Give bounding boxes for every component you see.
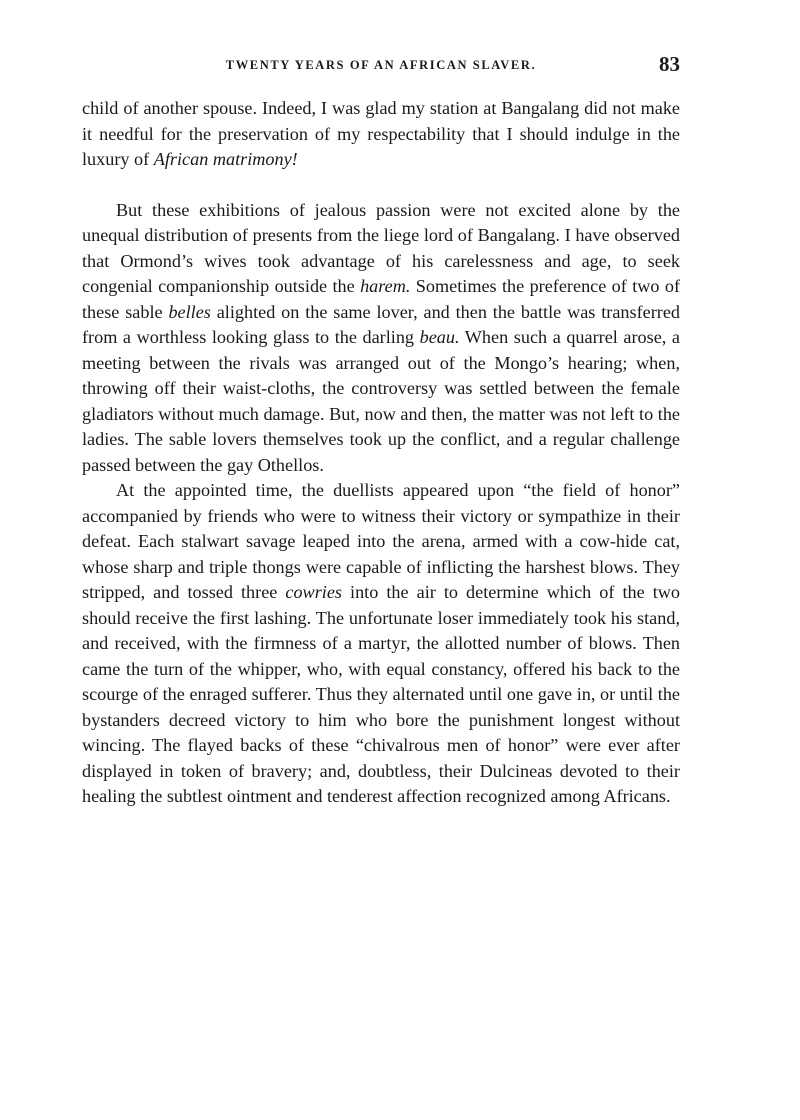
paragraph-2-text-c: alighted on the same lover, and then the battle was transferred from a worthless looking glass to the darling xyxy=(82,301,680,347)
paragraph-3-text-a: At the appointed time, the duellists appeared upon “the field of honor” accompanied by friends who were to witness their victory or sympathize in their defeat. Each stalwart savage leaped into the arena, armed with a cow-hide cat, whose sharp and triple thongs were capable of inflicting the harshest blows. They stripped, and tossed three xyxy=(82,480,680,602)
paragraph-3-italic-cowries: cowries xyxy=(285,582,342,602)
paragraph-2-italic-beau: beau. xyxy=(419,327,460,347)
paragraph-1 xyxy=(82,96,680,173)
paragraph-2-text-b: Sometimes the preference of two of these sable xyxy=(82,276,680,322)
paragraph-2 xyxy=(82,198,680,479)
running-title: TWENTY YEARS OF AN AFRICAN SLAVER. xyxy=(225,58,537,72)
body-text xyxy=(82,96,680,810)
paragraph-3-text-b: into the air to determine which of the two should receive the first lashing. The unfortunate loser immediately took his stand, and received, with the firmness of a martyr, the allotted number of blows. Then came the turn of the whipper, who, with equal constancy, offered his back to the scourge of the enraged sufferer. Thus they alternated until one gave in, or until the bystanders decreed victory to him who bore the punishment longest without wincing. The flayed backs of these “chivalrous men of honor” were ever after displayed in token of bravery; and, doubtless, their Dulcineas devoted to their healing the subtlest ointment and tenderest affection recognized among Africans. xyxy=(82,582,681,806)
paragraph-1-text: child of another spouse. Indeed, I was glad my station at Bangalang did not make it needful for the preservation of my respectability that I should indulge in the luxury of xyxy=(82,98,680,169)
book-page xyxy=(82,52,680,810)
paragraph-3 xyxy=(82,478,680,810)
running-head xyxy=(82,52,680,80)
paragraph-2-text-a: But these exhibitions of jealous passion were not excited alone by the unequal distribution of presents from the liege lord of Bangalang. I have observed that Ormond’s wives took advantage of his carelessness and age, to seek congenial companionship outside the xyxy=(82,199,680,296)
paragraph-2-italic-harem: harem. xyxy=(360,276,411,296)
paragraph-2-text-d: When such a quarrel arose, a meeting between the rivals was arranged out of the Mongo’s hearing; when, throwing off their waist-cloths, the controversy was settled between the female gladiators without much damage. But, now and then, the matter was not left to the ladies. The sable lovers themselves took up the conflict, and a regular challenge passed between the gay Othellos. xyxy=(82,327,680,475)
page-number: 83 xyxy=(659,52,680,76)
paragraph-1-italic: African matrimony! xyxy=(153,149,298,169)
paragraph-2-italic-belles: belles xyxy=(168,301,211,322)
